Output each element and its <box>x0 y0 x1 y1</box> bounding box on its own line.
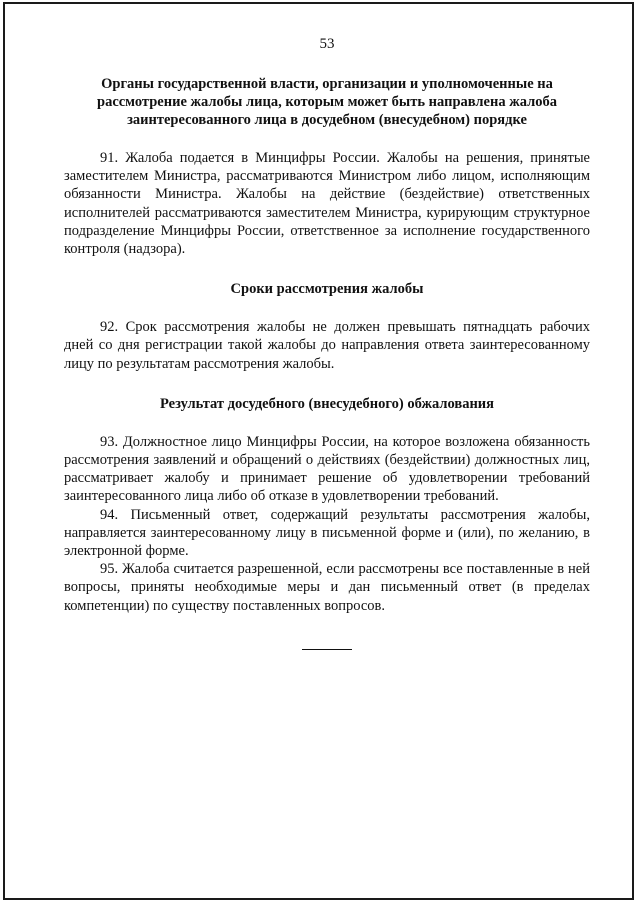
paragraph-95: 95. Жалоба считается разрешенной, если рассмотрены все поставленные в ней вопросы, приняты необходимые меры и дан письменный ответ (в пределах компетенции) по существу поставленных вопросов. <box>64 561 590 614</box>
paragraph-91: 91. Жалоба подается в Минцифры России. Жалобы на решения, принятые заместителем Министра, рассматриваются Министром либо лицом, исполняющим обязанности Министра. Жалобы на действие (бездействие) ответственных исполнителей рассматриваются заместителем Министра, курирующим структурное подразделение Минцифры России, ответственное за исполнение государственного контроля (надзора). <box>64 150 590 258</box>
paragraph-94: 94. Письменный ответ, содержащий результаты рассмотрения жалобы, направляется заинтересованному лицу в письменной форме и (или), по желанию, в электронной форме. <box>64 506 590 560</box>
end-divider <box>302 649 352 650</box>
page-number: 53 <box>319 36 335 52</box>
paragraph-92: 92. Срок рассмотрения жалобы не должен превышать пятнадцать рабочих дней со дня регистрации такой жалобы до направления ответа заинтересованному лицу по результатам рассмотрения жалобы. <box>64 319 590 372</box>
document-page <box>64 36 590 650</box>
heading-result: Результат досудебного (внесудебного) обжалования <box>159 395 495 412</box>
paragraph-93: 93. Должностное лицо Минцифры России, на которое возложена обязанность рассмотрения заявлений и обращений о действиях (бездействии) должностных лиц, рассматривает жалобу и принимает решение об удовлетворении требований заинтересованного лица либо об отказе в удовлетворении требований. <box>64 433 590 505</box>
heading-authorities: Органы государственной власти, организации и уполномоченные на рассмотрение жалобы лица, которым может быть направлена жалоба заинтересованного лица в досудебном (внесудебном) порядке <box>97 76 557 128</box>
heading-terms: Сроки рассмотрения жалобы <box>230 281 424 298</box>
